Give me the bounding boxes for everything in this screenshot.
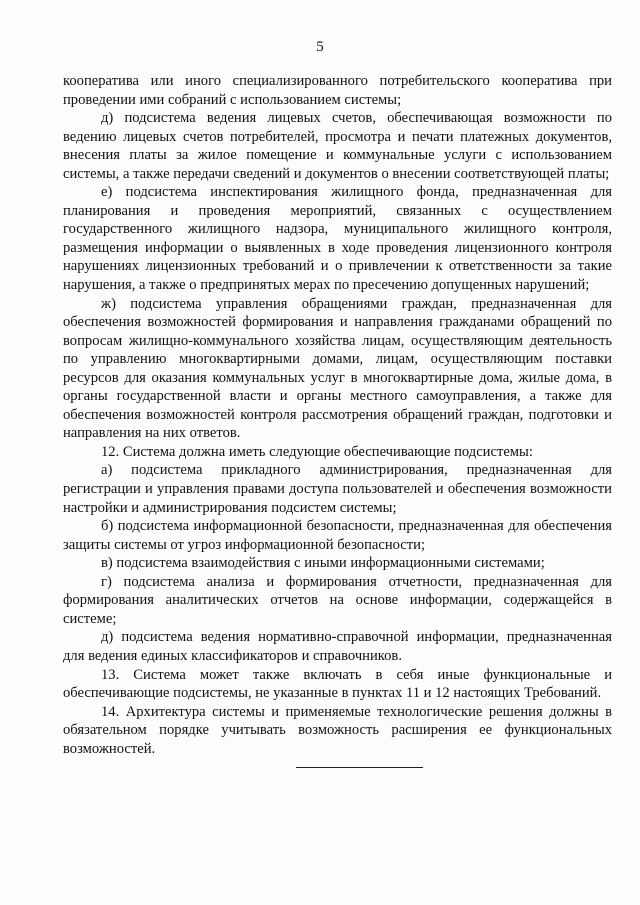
paragraph-12-item-v: в) подсистема взаимодействия с иными информационными системами;	[101, 555, 545, 572]
end-separator-line	[296, 767, 423, 768]
document-body	[63, 72, 612, 758]
page-number: 5	[316, 39, 324, 55]
paragraph-12-heading: 12. Система должна иметь следующие обеспечивающие подсистемы:	[101, 443, 533, 460]
paragraph-12-item-d: д) подсистема ведения нормативно-справочной информации, предназначенная для ведения единых классификаторов и справочников.	[63, 629, 612, 664]
paragraph-continuation: кооператива или иного специализированного потребительского кооператива при проведении ими собраний с использованием системы;	[63, 73, 612, 108]
paragraph-13: 13. Система может также включать в себя иные функциональные и обеспечивающие подсистемы, не указанные в пунктах 11 и 12 настоящих Требований.	[63, 666, 612, 702]
paragraph-12-item-g: г) подсистема анализа и формирования отчетности, предназначенная для формирования аналитических отчетов на основе информации, содержащейся в системе;	[63, 573, 612, 627]
paragraph-14: 14. Архитектура системы и применяемые технологические решения должны в обязательном порядке учитывать возможность расширения ее функциональных возможностей.	[63, 703, 612, 757]
paragraph-12-item-a: а) подсистема прикладного администрирования, предназначенная для регистрации и управления правами доступа пользователей и обеспечения возможности настройки и администрирования подсистем системы;	[63, 462, 612, 516]
paragraph-item-zh-appeals: ж) подсистема управления обращениями граждан, предназначенная для обеспечения возможностей формирования и направления гражданами обращений по вопросам жилищно-коммунального хозяйства лицам, осуществляющим деятельность по управлению многоквартирными домами, лицам, осуществляющим поставки ресурсов для оказания коммунальных услуг в многоквартирные дома, жилые дома, в органы государственной власти и органы местного самоуправления, а также для обеспечения возможностей контроля рассмотрения обращений граждан, подготовки и направления на них ответов.	[63, 295, 612, 442]
paragraph-12-item-b: б) подсистема информационной безопасности, предназначенная для обеспечения защиты системы от угроз информационной безопасности;	[63, 518, 612, 553]
paragraph-item-d-accounts: д) подсистема ведения лицевых счетов, обеспечивающая возможности по ведению лицевых счетов потребителей, просмотра и печати платежных документов, внесения платы за жилое помещение и коммунальные услуги с использованием системы, а также передачи сведений и документов о внесении соответствующей платы;	[63, 110, 612, 182]
paragraph-item-e-inspection: е) подсистема инспектирования жилищного фонда, предназначенная для планирования и проведения мероприятий, связанных с осуществлением государственного жилищного надзора, муниципального жилищного контроля, размещения информации о выявленных в ходе проведения лицензионного контроля нарушениях лицензионных требований и о привлечении к ответственности за такие нарушения, а также о предпринятых мерах по пресечению допущенных нарушений;	[63, 184, 612, 294]
